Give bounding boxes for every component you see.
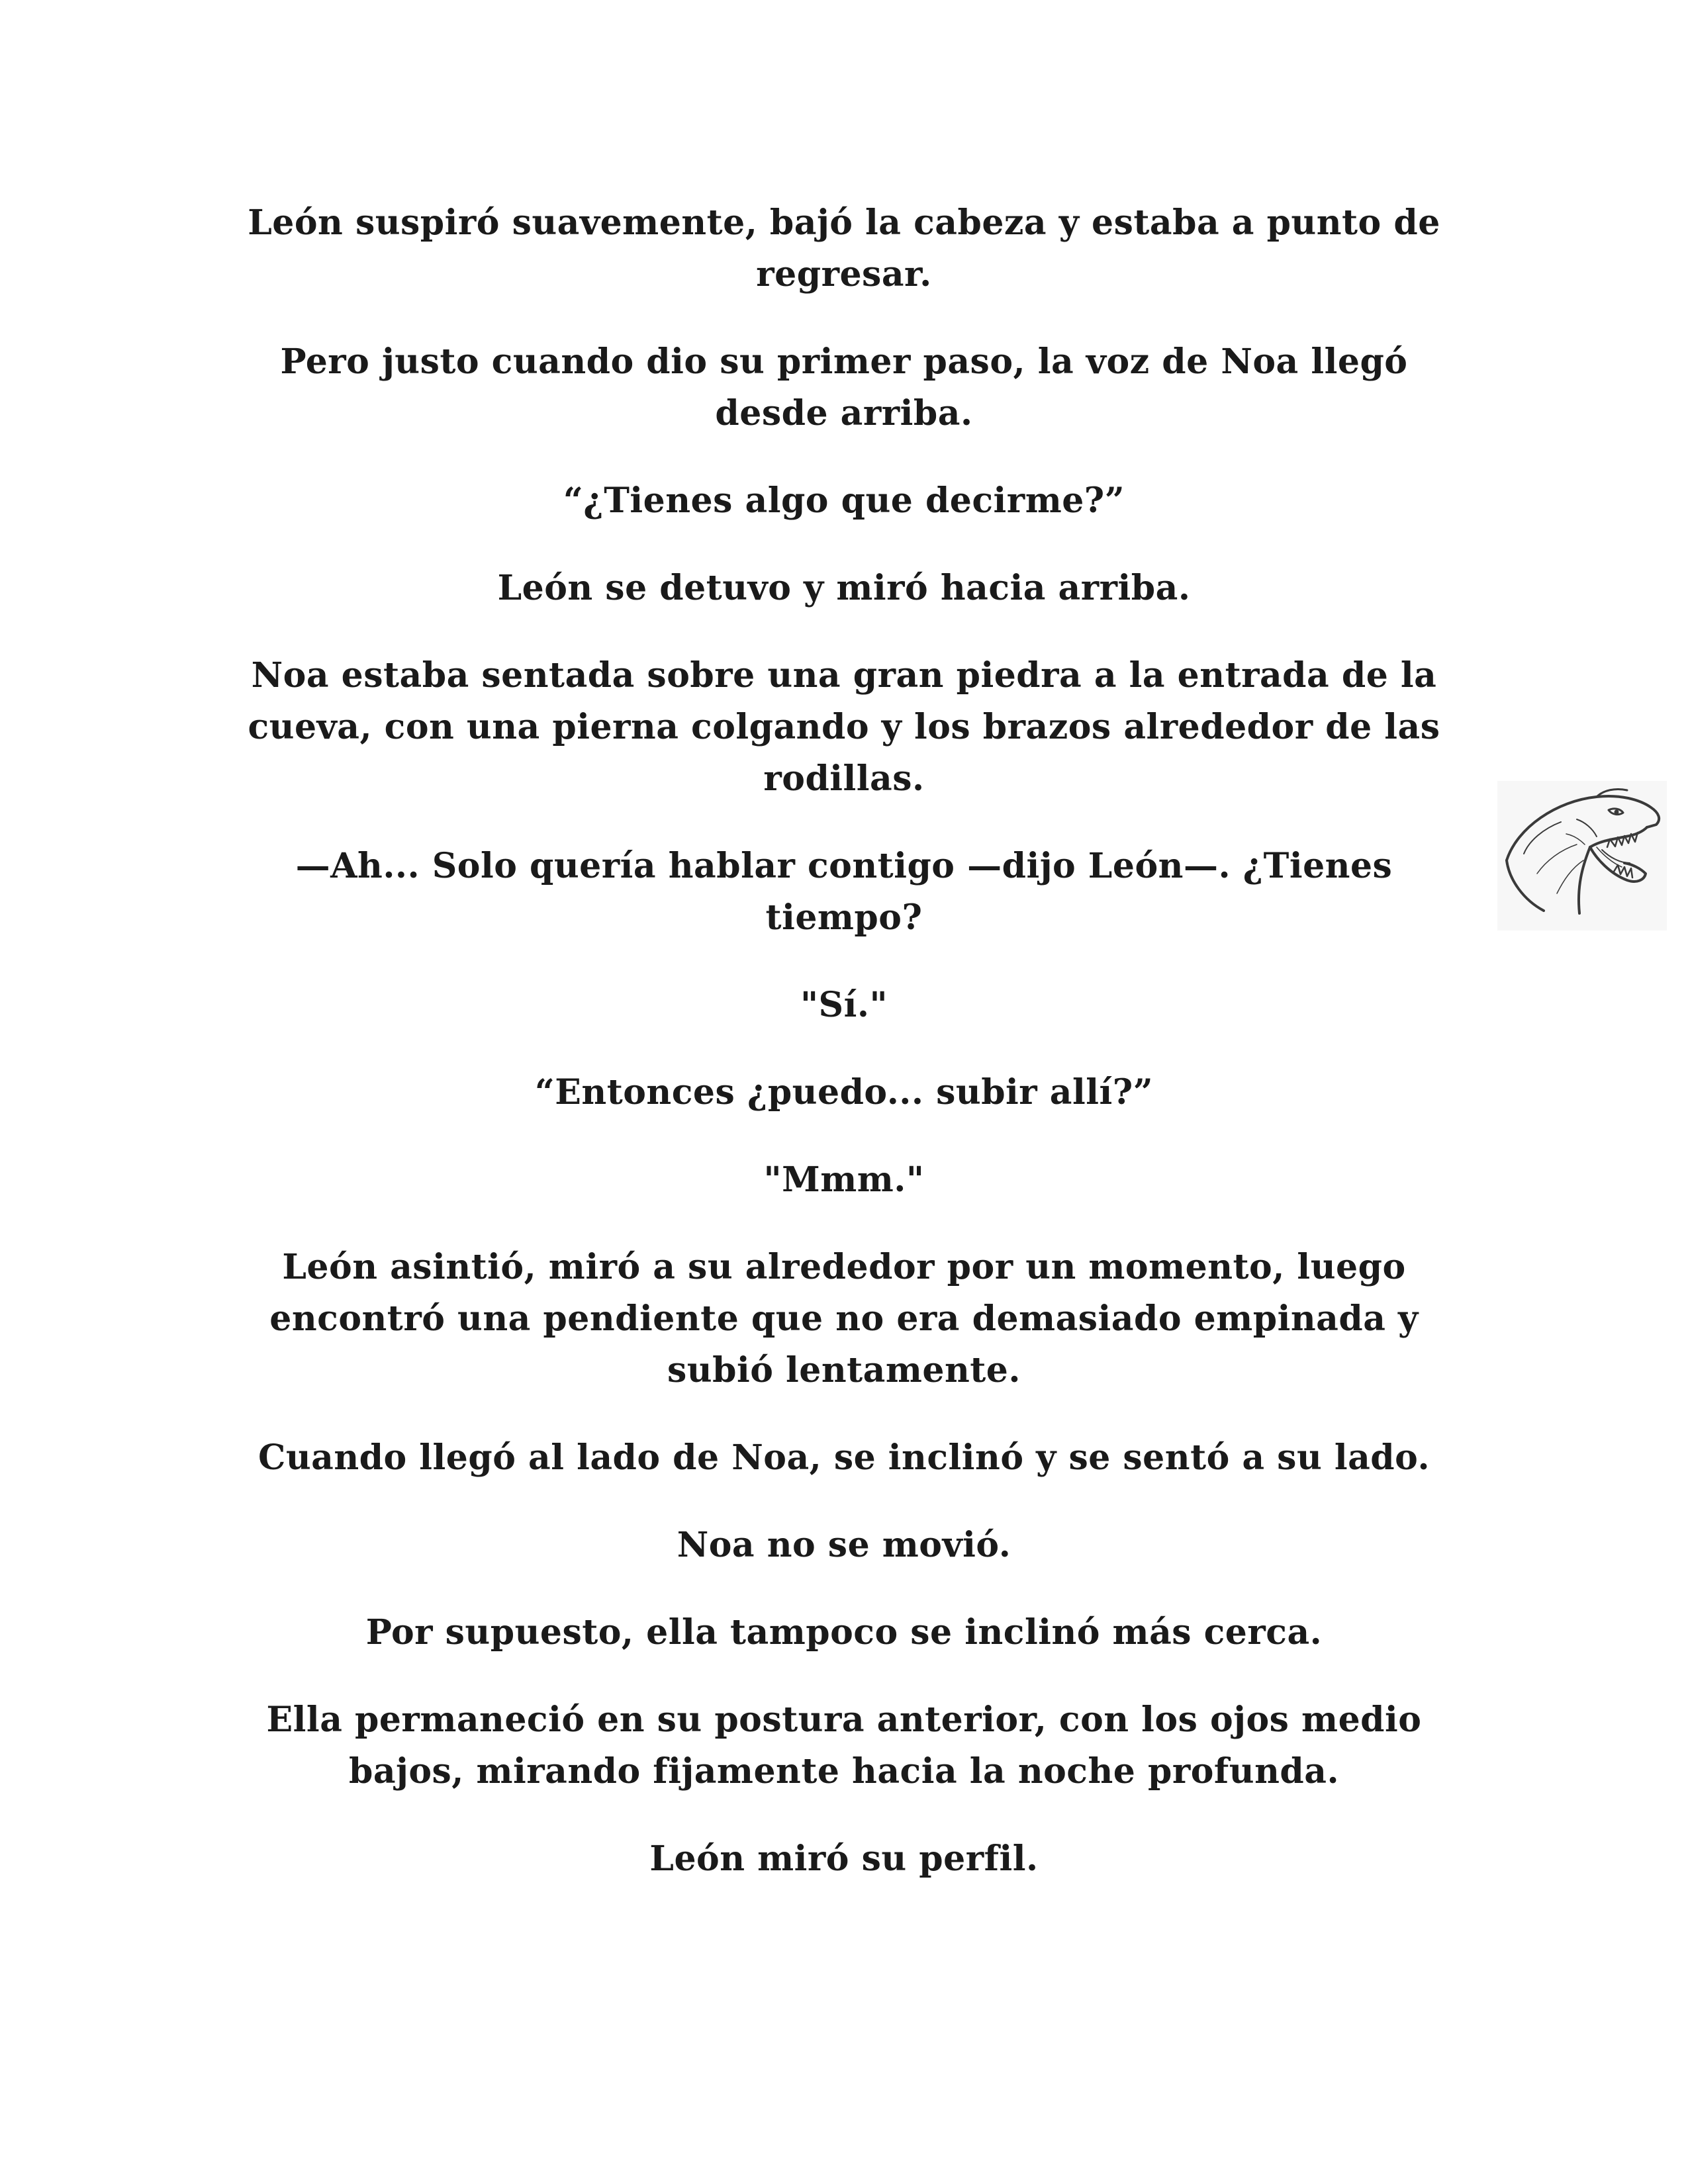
paragraph: Noa estaba sentada sobre una gran piedra a la entrada de la cueva, con una pierna colgando y los brazos alrededor de las rodillas. — [248, 655, 1440, 799]
paragraph: León se detuvo y miró hacia arriba. — [497, 568, 1191, 608]
paragraph: —Ah... Solo quería hablar contigo —dijo León—. ¿Tienes tiempo? — [295, 846, 1393, 938]
paragraph: León miró su perfil. — [649, 1839, 1039, 1879]
paragraph: "Mmm." — [763, 1160, 925, 1200]
story-text-column — [238, 197, 1450, 1921]
paragraph: León suspiró suavemente, bajó la cabeza y estaba a punto de regresar. — [248, 203, 1440, 295]
paragraph: Pero justo cuando dio su primer paso, la voz de Noa llegó desde arriba. — [280, 341, 1408, 433]
paragraph: Noa no se movió. — [677, 1525, 1011, 1565]
paragraph: León asintió, miró a su alrededor por un momento, luego encontró una pendiente que no era demasiado empinada y subió lentamente. — [269, 1247, 1419, 1390]
paragraph: Por supuesto, ella tampoco se inclinó más cerca. — [365, 1612, 1323, 1653]
paragraph: Ella permaneció en su postura anterior, con los ojos medio bajos, mirando fijamente hacia la noche profunda. — [266, 1700, 1422, 1792]
paragraph: “Entonces ¿puedo... subir allí?” — [534, 1072, 1154, 1113]
dinosaur-head-sketch-icon — [1497, 781, 1667, 931]
paragraph: "Sí." — [800, 985, 888, 1025]
paragraph: “¿Tienes algo que decirme?” — [563, 480, 1125, 521]
paragraph: Cuando llegó al lado de Noa, se inclinó y se sentó a su lado. — [258, 1437, 1430, 1478]
